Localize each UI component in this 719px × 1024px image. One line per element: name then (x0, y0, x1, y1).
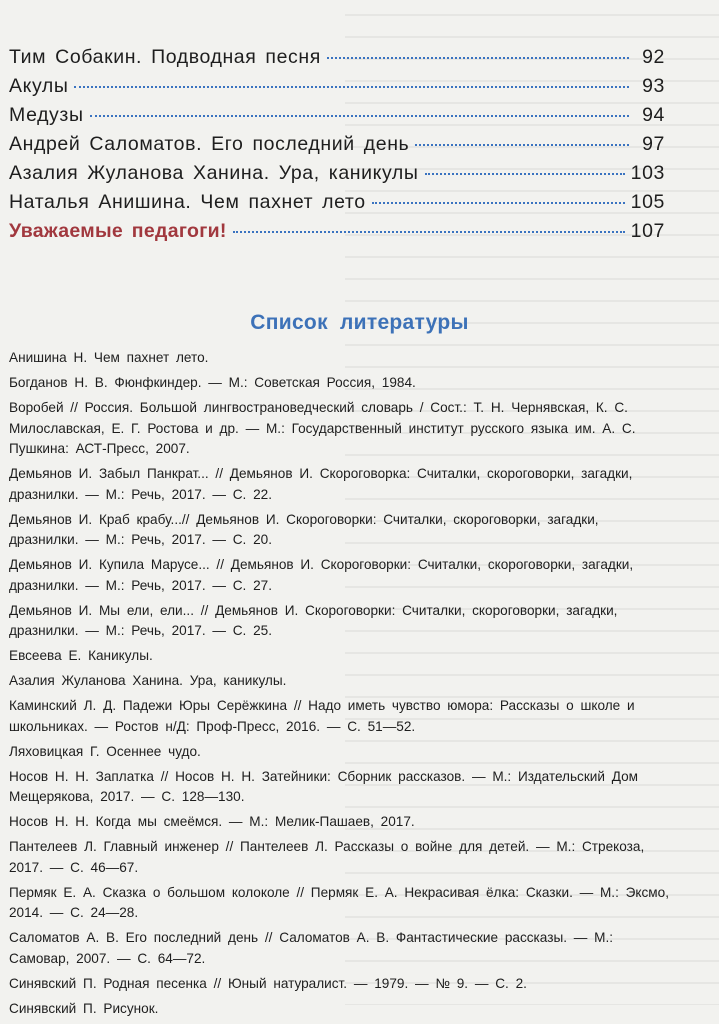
bibliography-entry: Пантелеев Л. Главный инженер // Пантелеев Л. Рассказы о войне для детей. — М.: Стрекоза, 2017. — С. 46—67. (9, 839, 645, 875)
bibliography-entry: Евсеева Е. Каникулы. (9, 648, 153, 663)
toc-entry-5 (9, 191, 665, 220)
toc-entry-page: 93 (642, 75, 665, 97)
bibliography-entry: Ляховицкая Г. Осеннее чудо. (9, 743, 201, 759)
dot-leader (372, 202, 625, 204)
dot-leader (74, 86, 629, 88)
bibliography-entry: Носов Н. Н. Когда мы смеёмся. — М.: Мелик-Пашаев, 2017. (9, 814, 415, 829)
bibliography-entry: Пермяк Е. А. Сказка о большом колоколе // Пермяк Е. А. Некрасивая ёлка: Сказки. — М.: Эксмо, 2014. — С. 24—28. (9, 884, 669, 920)
toc-entry-title: Тим Собакин. Подводная песня (9, 46, 321, 68)
toc-entry-0 (9, 46, 665, 75)
dot-leader (415, 144, 629, 146)
bibliography-heading: Список литературы (250, 311, 469, 334)
bibliography-entry: Анишина Н. Чем пахнет лето. (9, 350, 209, 365)
toc-entry-title: Наталья Анишина. Чем пахнет лето (9, 191, 366, 213)
toc-entry-1 (9, 75, 665, 104)
bibliography-entry: Демьянов И. Купила Марусе... // Демьянов И. Скороговорки: Считалки, скороговорки, загадки, дразнилки. — М.: Речь, 2017. — С. 27. (9, 557, 634, 593)
bibliography-entry: Синявский П. Рисунок. (9, 1000, 159, 1016)
toc-entry-title: Медузы (9, 104, 84, 126)
dot-leader (90, 115, 629, 117)
toc-entry-page: 92 (642, 46, 665, 68)
dot-leader (233, 231, 625, 233)
bibliography-entry: Носов Н. Н. Заплатка // Носов Н. Н. Затейники: Сборник рассказов. — М.: Издательский Дом Мещерякова, 2017. — С. 128—130. (9, 768, 639, 804)
dot-leader (327, 57, 629, 59)
toc-entry-page: 103 (630, 162, 665, 184)
toc-entry-title: Уважаемые педагоги! (9, 220, 227, 242)
bibliography-entry: Демьянов И. Мы ели, ели... // Демьянов И. Скороговорки: Считалки, скороговорки, загадки, дразнилки. — М.: Речь, 2017. — С. 25. (9, 602, 618, 638)
bibliography-entry: Азалия Жуланова Ханина. Ура, каникулы. (9, 673, 287, 688)
toc-entry-page: 97 (642, 133, 665, 155)
bibliography-entry: Синявский П. Родная песенка // Юный натуралист. — 1979. — № 9. — С. 2. (9, 975, 527, 991)
toc-entry-title: Азалия Жуланова Ханина. Ура, каникулы (9, 162, 419, 184)
bibliography-entry: Демьянов И. Краб крабу...// Демьянов И. Скороговорки: Считалки, скороговорки, загадки, дразнилки. — М.: Речь, 2017. — С. 20. (9, 511, 599, 547)
table-of-contents (9, 46, 665, 249)
dot-leader (425, 173, 625, 175)
bibliography-entry: Саломатов А. В. Его последний день // Саломатов А. В. Фантастические рассказы. — М.: Самовар, 2007. — С. 64—72. (9, 930, 614, 966)
bibliography-entry: Богданов Н. В. Фюнфкиндер. — М.: Советская Россия, 1984. (9, 375, 416, 390)
toc-entry-page: 94 (642, 104, 665, 126)
toc-entry-page: 107 (630, 220, 665, 242)
toc-entry-page: 105 (630, 191, 665, 213)
bibliography-entry: Каминский Л. Д. Падежи Юры Серёжкина // Надо иметь чувство юмора: Рассказы о школе и школьниках. — Ростов н/Д: Проф-Пресс, 2016. — С. 51—52. (9, 698, 635, 734)
toc-entry-3 (9, 133, 665, 162)
toc-entry-title: Акулы (9, 75, 69, 97)
toc-entry-title: Андрей Саломатов. Его последний день (9, 133, 410, 155)
toc-entry-4 (9, 162, 665, 191)
toc-entry-6 (9, 220, 665, 249)
bibliography-entry: Демьянов И. Забыл Панкрат... // Демьянов И. Скороговорка: Считалки, скороговорки, загадки, дразнилки. — М.: Речь, 2017. — С. 22. (9, 466, 633, 502)
bibliography-entry: Воробей // Россия. Большой лингвострановедческий словарь / Сост.: Т. Н. Чернявская, К. С. Милославская, Е. Г. Ростова и др. — М.: Государственный институт русского языка им. А. С. Пушкина: АСТ-Пресс, 2007. (9, 400, 636, 456)
toc-entry-2 (9, 104, 665, 133)
bibliography-list (9, 348, 669, 1024)
